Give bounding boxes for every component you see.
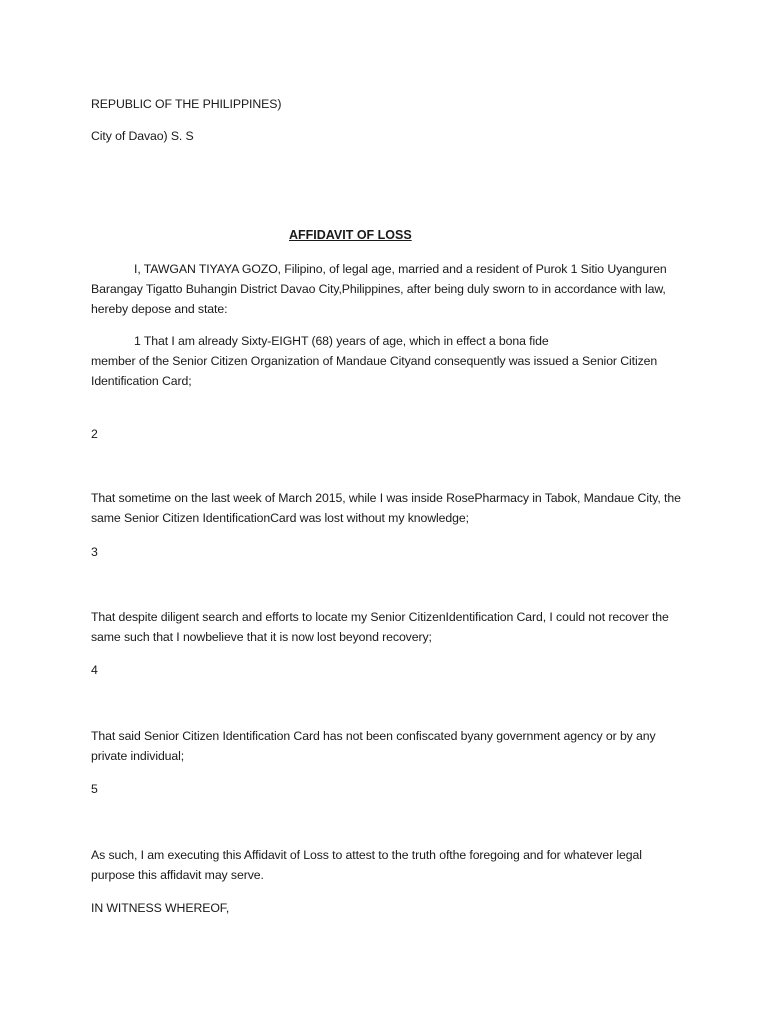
item-1-text-c: of the Senior Citizen Organization of Mandaue Cityand consequently was issued a Senior Citizen Identification Card; [91,354,658,388]
item-number-4: 4 [91,663,98,677]
document-title: AFFIDAVIT OF LOSS [289,228,412,242]
closing-line: IN WITNESS WHEREOF, [91,901,230,915]
item-number-3: 3 [91,545,98,559]
item-3-paragraph: That despite diligent search and efforts to locate my Senior CitizenIdentification Card, I could not recover the same such that I nowbelieve that it is now lost beyond recovery; [91,610,669,644]
intro-paragraph: I, TAWGAN TIYAYA GOZO, Filipino, of legal age, married and a resident of Purok 1 Sitio Uyanguren Barangay Tigatto Buhangin District Davao City,Philippines, after being duly sworn to in accordance with law, hereby depose and state: [91,262,667,316]
item-4-paragraph: That said Senior Citizen Identification Card has not been confiscated byany government agency or by any private individual; [91,729,656,763]
jurisdiction-line-2: City of Davao) S. S [91,129,194,143]
item-5-paragraph: As such, I am executing this Affidavit of Loss to attest to the truth ofthe foregoing and for whatever legal purpose this affidavit may serve. [91,848,642,882]
item-2-paragraph: That sometime on the last week of March 2015, while I was inside RosePharmacy in Tabok, Mandaue City, the same Senior Citizen IdentificationCard was lost without my knowledge; [91,491,681,525]
item-number-5: 5 [91,782,98,796]
jurisdiction-line-1: REPUBLIC OF THE PHILIPPINES) [91,97,282,111]
item-number-2: 2 [91,427,98,441]
item-1-text-b: member [91,354,136,368]
item-1-text-a: 1 That I am already Sixty-EIGHT (68) years of age, which in effect a bona fide [134,334,549,348]
item-1-paragraph [91,331,683,391]
